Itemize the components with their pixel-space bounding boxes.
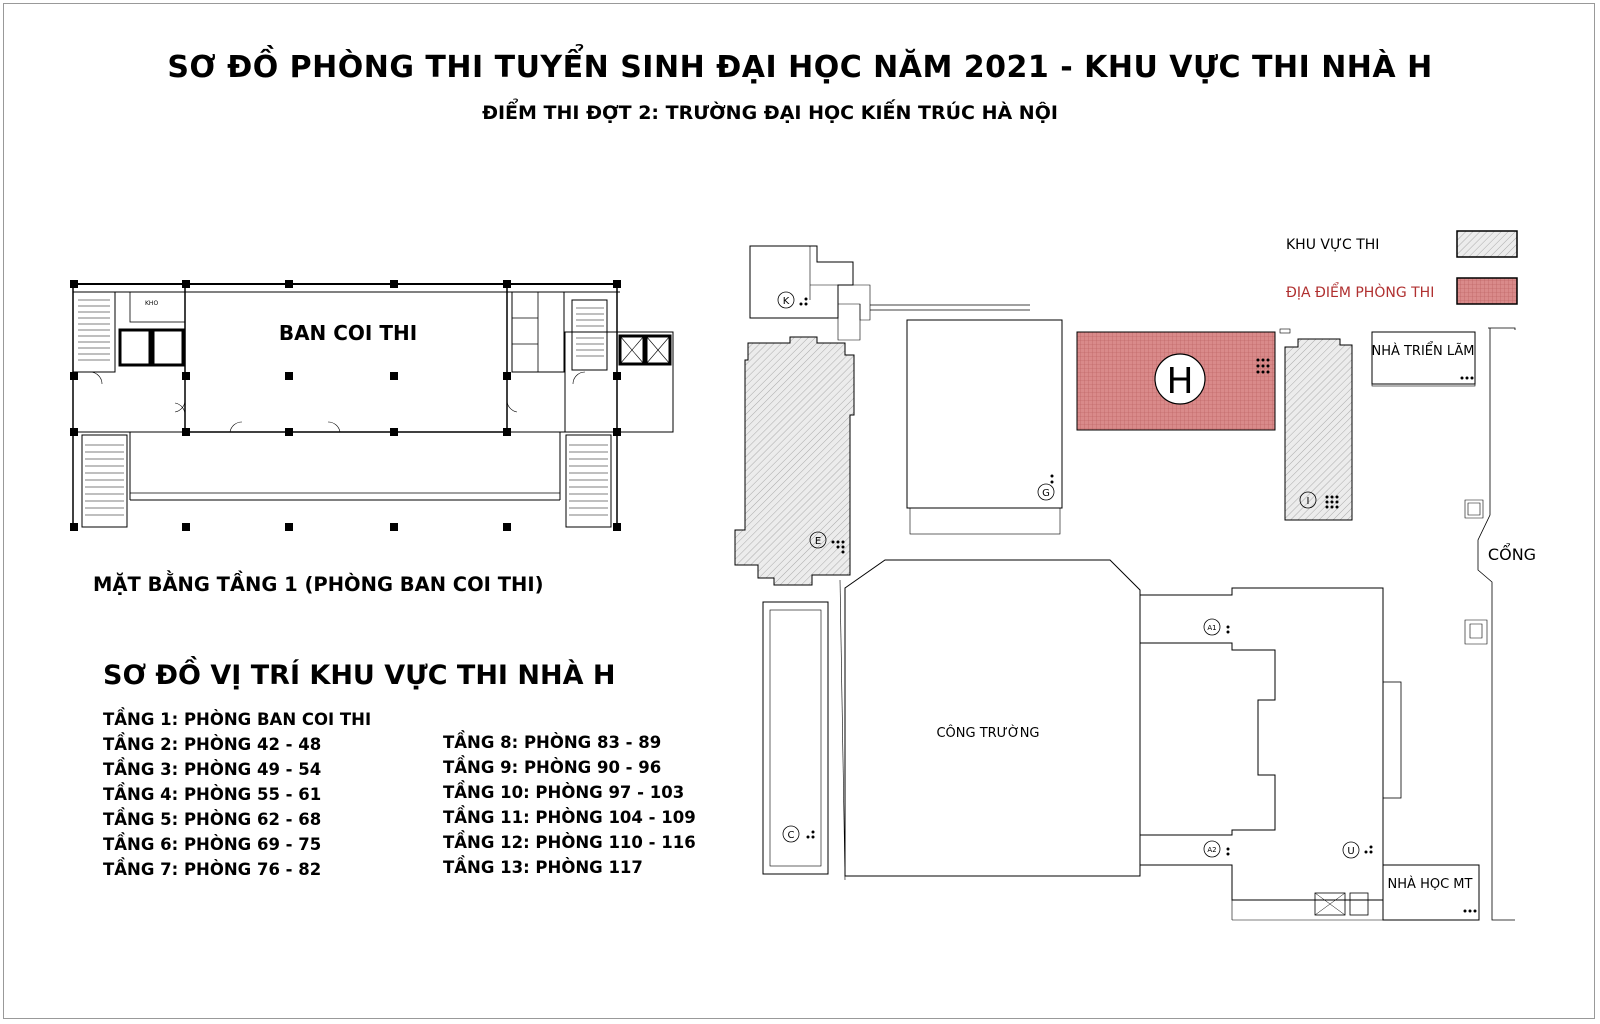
legend (1286, 231, 1517, 304)
floor-list-item: TẦNG 2: PHÒNG 42 - 48 (103, 735, 322, 754)
floor-list-item: TẦNG 5: PHÒNG 62 - 68 (103, 810, 322, 829)
floor-list-item: TẦNG 3: PHÒNG 49 - 54 (103, 760, 322, 779)
floor-plan-store-label: KHO (145, 300, 159, 307)
floor-list-item: TẦNG 6: PHÒNG 69 - 75 (103, 835, 322, 854)
legend-label-exam-area: KHU VỰC THI (1286, 237, 1380, 253)
floor-list-item: TẦNG 8: PHÒNG 83 - 89 (443, 733, 662, 752)
construction-site-outline (845, 560, 1140, 876)
floor-plan-room-label: BAN COI THI (278, 321, 418, 345)
label-building-a2: A2 (1207, 846, 1217, 854)
label-building-u: U (1347, 846, 1355, 857)
floor-list-item: TẦNG 1: PHÒNG BAN COI THI (103, 710, 372, 729)
label-gate: CỔNG (1487, 545, 1537, 564)
floor-list-title: SƠ ĐỒ VỊ TRÍ KHU VỰC THI NHÀ H (103, 660, 616, 691)
floor-plan-caption: MẶT BẰNG TẦNG 1 (PHÒNG BAN COI THI) (93, 573, 544, 596)
floor-list-item: TẦNG 7: PHÒNG 76 - 82 (103, 860, 322, 879)
label-exhibition: NHÀ TRIỂN LÃM (1371, 344, 1475, 359)
building-c-outline (763, 602, 828, 874)
floor-list-column-2 (443, 730, 696, 880)
page-title: SƠ ĐỒ PHÒNG THI TUYỂN SINH ĐẠI HỌC NĂM 2021 - KHU VỰC THI NHÀ H (167, 50, 1433, 85)
page-subtitle: ĐIỂM THI ĐỢT 2: TRƯỜNG ĐẠI HỌC KIẾN TRÚC HÀ NỘI (482, 102, 1058, 124)
label-building-e: E (814, 536, 822, 547)
building-g-outline (907, 320, 1062, 508)
label-art-building: NHÀ HỌC MT (1387, 877, 1473, 892)
floor-list-item: TẦNG 11: PHÒNG 104 - 109 (443, 808, 696, 827)
label-building-c: C (787, 830, 795, 841)
floor-list-item: TẦNG 10: PHÒNG 97 - 103 (443, 783, 685, 802)
building-k-outline (750, 246, 853, 318)
label-building-a1: A1 (1207, 624, 1217, 632)
floor-list-item: TẦNG 12: PHÒNG 110 - 116 (443, 833, 696, 852)
floor-list-column-1 (103, 707, 371, 882)
label-building-k: K (782, 296, 790, 307)
floor-list-item: TẦNG 4: PHÒNG 55 - 61 (103, 785, 322, 804)
floor-list-item: TẦNG 9: PHÒNG 90 - 96 (443, 758, 662, 777)
legend-swatch-exam-area (1457, 231, 1517, 257)
label-building-i: I (1306, 496, 1310, 507)
building-i-outline (1285, 339, 1352, 520)
legend-label-exam-room: ĐỊA ĐIỂM PHÒNG THI (1286, 285, 1435, 301)
label-building-g: G (1042, 488, 1050, 499)
floor-list-item: TẦNG 13: PHÒNG 117 (443, 858, 643, 877)
label-building-h: H (1166, 361, 1194, 402)
label-construction-site: CÔNG TRƯỜNG (936, 726, 1040, 741)
legend-swatch-exam-room (1457, 278, 1517, 304)
building-e-outline (735, 337, 854, 585)
